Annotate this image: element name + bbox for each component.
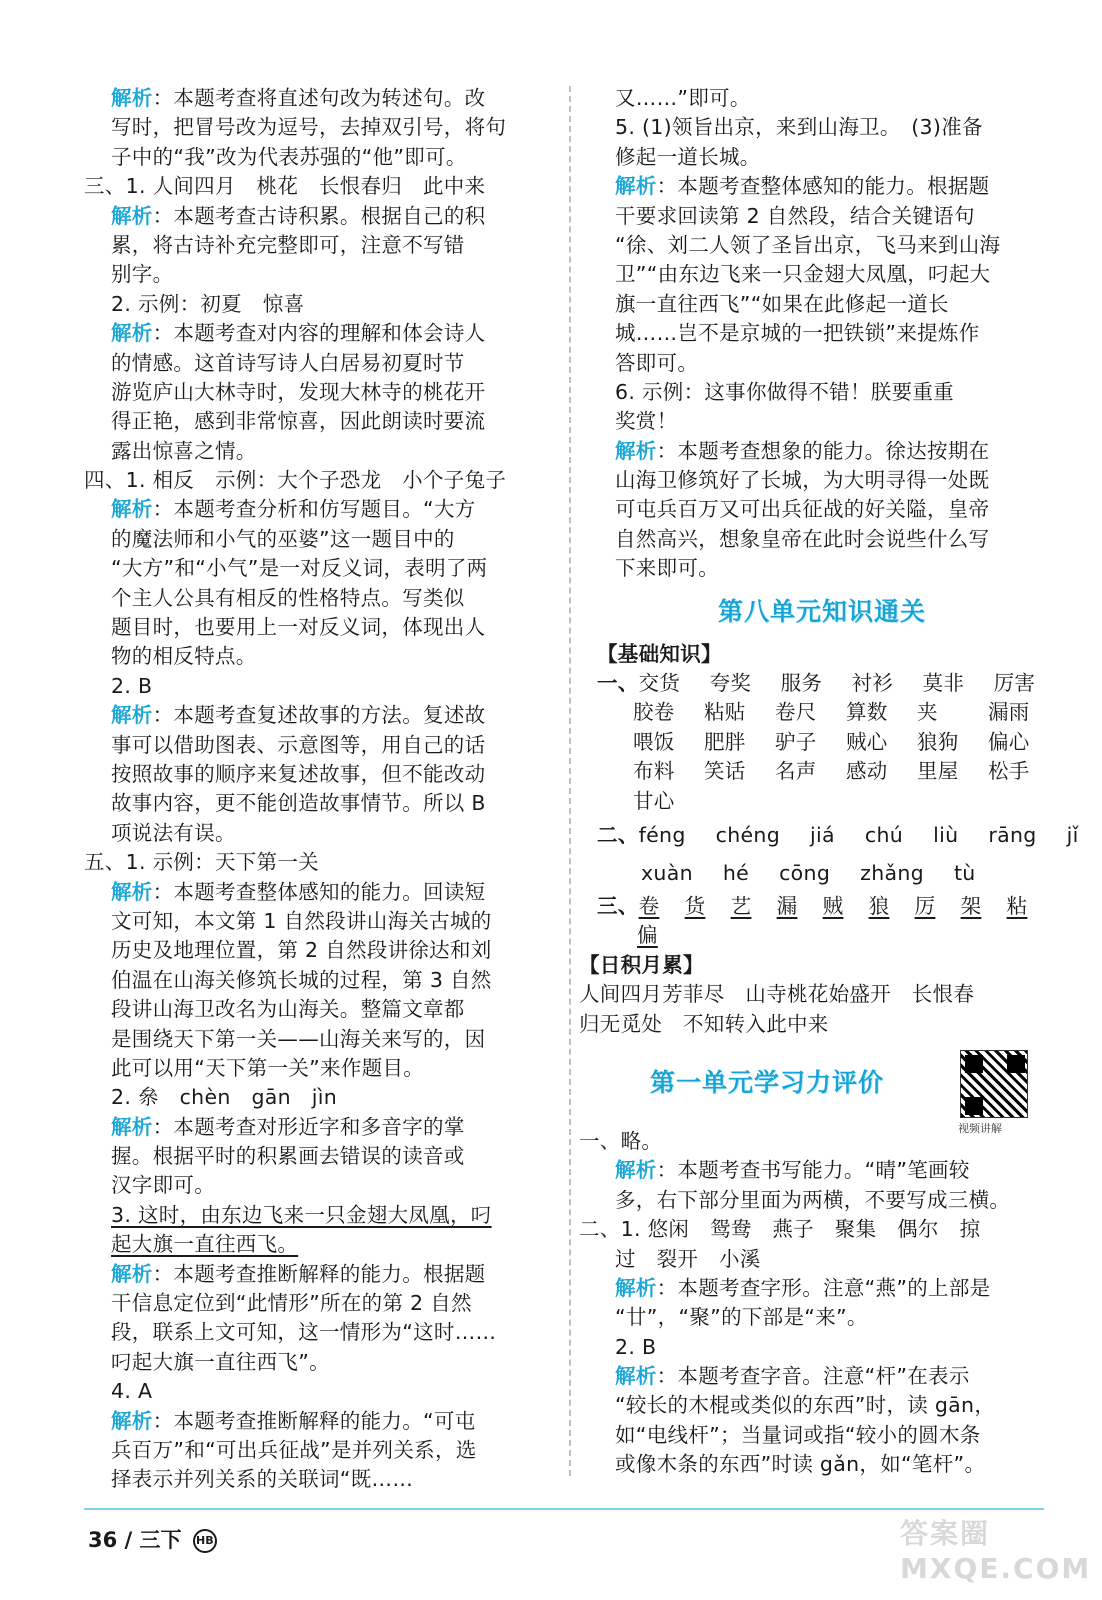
grade-label: 三下 [139, 1528, 182, 1552]
qr-code[interactable] [960, 1050, 1028, 1118]
explanation-line: 旗一直往西飞”“如果在此修起一道长 [615, 291, 949, 316]
explanation-line: 游览庐山大林寺时，发现大林寺的桃花开 [111, 379, 486, 404]
explanation-line: 干要求回读第 2 自然段，结合关键语句 [615, 203, 975, 228]
edition-badge-icon: HB [193, 1529, 217, 1553]
answer-3-1: 三、1. 人间四月 桃花 长恨春归 此中来 [84, 174, 486, 199]
explanation-line: 段，联系上文可知，这一情形为“这时…… [111, 1320, 497, 1345]
unit1-title: 第一单元学习力评价 [649, 1067, 884, 1097]
answer-5-3: 3. 这时，由东边飞来一只金翅大凤凰，叼 [111, 1202, 492, 1227]
explanation-line: 下来即可。 [615, 556, 719, 581]
jiexi-label: 解析 [111, 703, 153, 728]
explanation-line: 解析：本题考查复述故事的方法。复述故 [111, 703, 486, 728]
word-row: 喂饭 肥胖 驴子 贼心 狼狗 偏心 [633, 729, 1030, 754]
explanation-line: 山海卫修筑好了长城，为大明寻得一处既 [615, 468, 990, 493]
explanation-line: 文可知，本文第 1 自然段讲山海关古城的 [111, 908, 492, 933]
explanation-line: 题目时，也要用上一对反义词，体现出人 [111, 615, 486, 640]
explanation-line: 故事内容，更不能创造故事情节。所以 B [111, 791, 486, 816]
answer-5-4: 4. A [111, 1379, 153, 1404]
explanation-line: “廿”，“聚”的下部是“来”。 [615, 1305, 868, 1330]
jiexi-label: 解析 [615, 1158, 657, 1183]
answer-3-2: 2. 示例：初夏 惊喜 [111, 291, 305, 316]
footer-separator: / [124, 1528, 133, 1552]
answer-5-5: 5. (1)领旨出京，来到山海卫。 (3)准备 [615, 115, 983, 140]
explanation-line: 解析：本题考查整体感知的能力。回读短 [111, 879, 486, 904]
explanation-line: 得正艳，感到非常惊喜，因此朗读时要流 [111, 409, 486, 434]
explanation-line: 伯温在山海关修筑长城的过程，第 3 自然 [111, 967, 492, 992]
answer-5-1: 五、1. 示例：天下第一关 [84, 850, 319, 875]
jiexi-label: 解析 [111, 203, 153, 228]
explanation-line: 累，将古诗补充完整即可，注意不写错 [111, 232, 465, 257]
word-row: 一、交货 夸奖 服务 衬衫 莫非 厉害 [597, 671, 1036, 696]
column-divider [569, 86, 571, 1476]
watermark: 答案圈 MXQE.COM [900, 1517, 1092, 1585]
answer-5-2: 2. 㕘 chèn gān jìn [111, 1085, 337, 1110]
word-row: 布料 笑话 名声 感动 里屋 松手 [633, 759, 1030, 784]
explanation-line: 的情感。这首诗写诗人白居易初夏时节 [111, 350, 465, 375]
explanation-line: 如“电线杆”；当量词或指“较小的圆木条 [615, 1422, 981, 1447]
explanation-line: 解析：本题考查将直述句改为转述句。改 [111, 86, 486, 110]
explanation-line: 物的相反特点。 [111, 644, 257, 669]
explanation-line: 兵百万”和“可出兵征战”是并列关系，选 [111, 1437, 477, 1462]
explanation-line: 解析：本题考查书写能力。“晴”笔画较 [615, 1158, 970, 1183]
left-column [84, 84, 544, 1495]
explanation-line: 事可以借助图表、示意图等，用自己的话 [111, 732, 486, 757]
explanation-line: 解析：本题考查对形近字和多音字的掌 [111, 1114, 465, 1139]
daily-accumulation-heading: 【日积月累】 [579, 952, 704, 977]
answer-u1-2-1: 二、1. 悠闲 鸳鸯 燕子 聚集 偶尔 掠 [579, 1217, 981, 1242]
explanation-line: 解析：本题考查整体感知的能力。根据题 [615, 174, 990, 199]
explanation-line: 解析：本题考查字音。注意“杆”在表示 [615, 1364, 970, 1389]
page-number: 36 [88, 1528, 118, 1552]
word-row: 胶卷 粘贴 卷尺 算数 夹 漏雨 [633, 700, 1030, 725]
explanation-line: 多，右下部分里面为两横，不要写成三横。 [615, 1187, 1011, 1212]
jiexi-label: 解析 [111, 1408, 153, 1433]
pinyin-row: 二、féng chéng jiá chú liù rāng jǐ [597, 822, 1079, 847]
answer-5-6: 6. 示例：这事你做得不错！朕要重重 [615, 379, 954, 404]
basic-knowledge-heading: 【基础知识】 [597, 641, 722, 666]
explanation-line: 择表示并列关系的关联词“既…… [111, 1467, 414, 1492]
char-row: 三、卷 货 艺 漏 贼 狼 厉 架 粘 [597, 893, 1028, 918]
jiexi-label: 解析 [111, 879, 153, 904]
jiexi-label: 解析 [111, 1114, 153, 1139]
explanation-line: 干信息定位到“此情形”所在的第 2 自然 [111, 1291, 472, 1316]
qr-label: 视频讲解 [958, 1122, 1002, 1135]
explanation-line: 解析：本题考查想象的能力。徐达按期在 [615, 438, 990, 463]
explanation-line: 卫”“由东边飞来一只金翅大凤凰，叼起大 [615, 262, 991, 287]
explanation-line: “较长的木棍或类似的东西”时，读 gān， [615, 1393, 996, 1418]
jiexi-label: 解析 [111, 497, 153, 522]
explanation-line: 写时，把冒号改为逗号，去掉双引号，将句 [111, 115, 507, 140]
explanation-line: 解析：本题考查对内容的理解和体会诗人 [111, 321, 486, 346]
explanation-line: 子中的“我”改为代表苏强的“他”即可。 [111, 144, 467, 169]
answer-5-3: 起大旗一直往西飞。 [111, 1232, 299, 1257]
explanation-line: 历史及地理位置，第 2 自然段讲徐达和刘 [111, 938, 492, 963]
explanation-line: 解析：本题考查推断解释的能力。根据题 [111, 1261, 486, 1286]
unit8-title: 第八单元知识通关 [717, 596, 926, 626]
explanation-line: 解析：本题考查古诗积累。根据自己的积 [111, 203, 486, 228]
explanation-line: 的魔法师和小气的巫婆”这一题目中的 [111, 526, 455, 551]
explanation-line: 解析：本题考查分析和仿写题目。“大方 [111, 497, 476, 522]
answer-4-1: 四、1. 相反 示例：大个子恐龙 小个子兔子 [84, 468, 507, 493]
jiexi-label: 解析 [111, 321, 153, 346]
explanation-line: 是围绕天下第一关——山海关来写的，因 [111, 1026, 486, 1051]
answer-5-5: 修起一道长城。 [615, 144, 761, 169]
jiexi-label: 解析 [615, 1275, 657, 1300]
jiexi-label: 解析 [111, 86, 153, 110]
jiexi-label: 解析 [615, 1364, 657, 1389]
answer-4-2: 2. B [111, 673, 153, 698]
explanation-line: 自然高兴，想象皇帝在此时会说些什么写 [615, 526, 990, 551]
jiexi-label: 解析 [615, 174, 657, 199]
explanation-line: 叼起大旗一直往西飞”。 [111, 1349, 330, 1374]
answer-u1-2-1: 过 裂开 小溪 [615, 1246, 761, 1271]
explanation-line: 项说法有误。 [111, 820, 236, 845]
explanation-line: 此可以用“天下第一关”来作题目。 [111, 1055, 425, 1080]
explanation-line: 解析：本题考查字形。注意“燕”的上部是 [615, 1275, 991, 1300]
poem-line: 人间四月芳菲尽 山寺桃花始盛开 长恨春 [579, 982, 975, 1007]
explanation-line: “大方”和“小气”是一对反义词，表明了两 [111, 556, 488, 581]
explanation-line: 城……岂不是京城的一把铁锁”来提炼作 [615, 321, 980, 346]
explanation-line: “徐、刘二人领了圣旨出京，飞马来到山海 [615, 232, 1001, 257]
explanation-line: 个主人公具有相反的性格特点。写类似 [111, 585, 465, 610]
jiexi-label: 解析 [111, 1261, 153, 1286]
char-row: 偏 [637, 923, 658, 948]
answer-u1-2-2: 2. B [615, 1334, 657, 1359]
answer-u1-1: 一、略。 [579, 1128, 663, 1153]
explanation-line: 按照故事的顺序来复述故事，但不能改动 [111, 761, 486, 786]
explanation-line: 解析：本题考查推断解释的能力。“可屯 [111, 1408, 476, 1433]
poem-line: 归无觅处 不知转入此中来 [579, 1011, 829, 1036]
explanation-line: 握。根据平时的积累画去错误的读音或 [111, 1144, 465, 1169]
explanation-line: 汉字即可。 [111, 1173, 215, 1198]
right-column [579, 84, 1079, 1480]
answer-5-6: 奖赏！ [615, 409, 678, 434]
pinyin-row: xuàn hé cōng zhǎng tù [641, 860, 976, 885]
explanation-line: 答即可。 [615, 350, 699, 375]
jiexi-label: 解析 [615, 438, 657, 463]
footer-rule [84, 1508, 1044, 1510]
explanation-line: 段讲山海卫改名为山海关。整篇文章都 [111, 997, 465, 1022]
explanation-line: 或像木条的东西”时读 gǎn，如“笔杆”。 [615, 1452, 986, 1477]
word-row: 甘心 [633, 788, 675, 813]
explanation-line: 可屯兵百万又可出兵征战的好关隘，皇帝 [615, 497, 990, 522]
continued-line: 又……”即可。 [615, 86, 751, 110]
explanation-line: 别字。 [111, 262, 174, 287]
explanation-line: 露出惊喜之情。 [111, 438, 257, 463]
page-footer [88, 1524, 217, 1554]
